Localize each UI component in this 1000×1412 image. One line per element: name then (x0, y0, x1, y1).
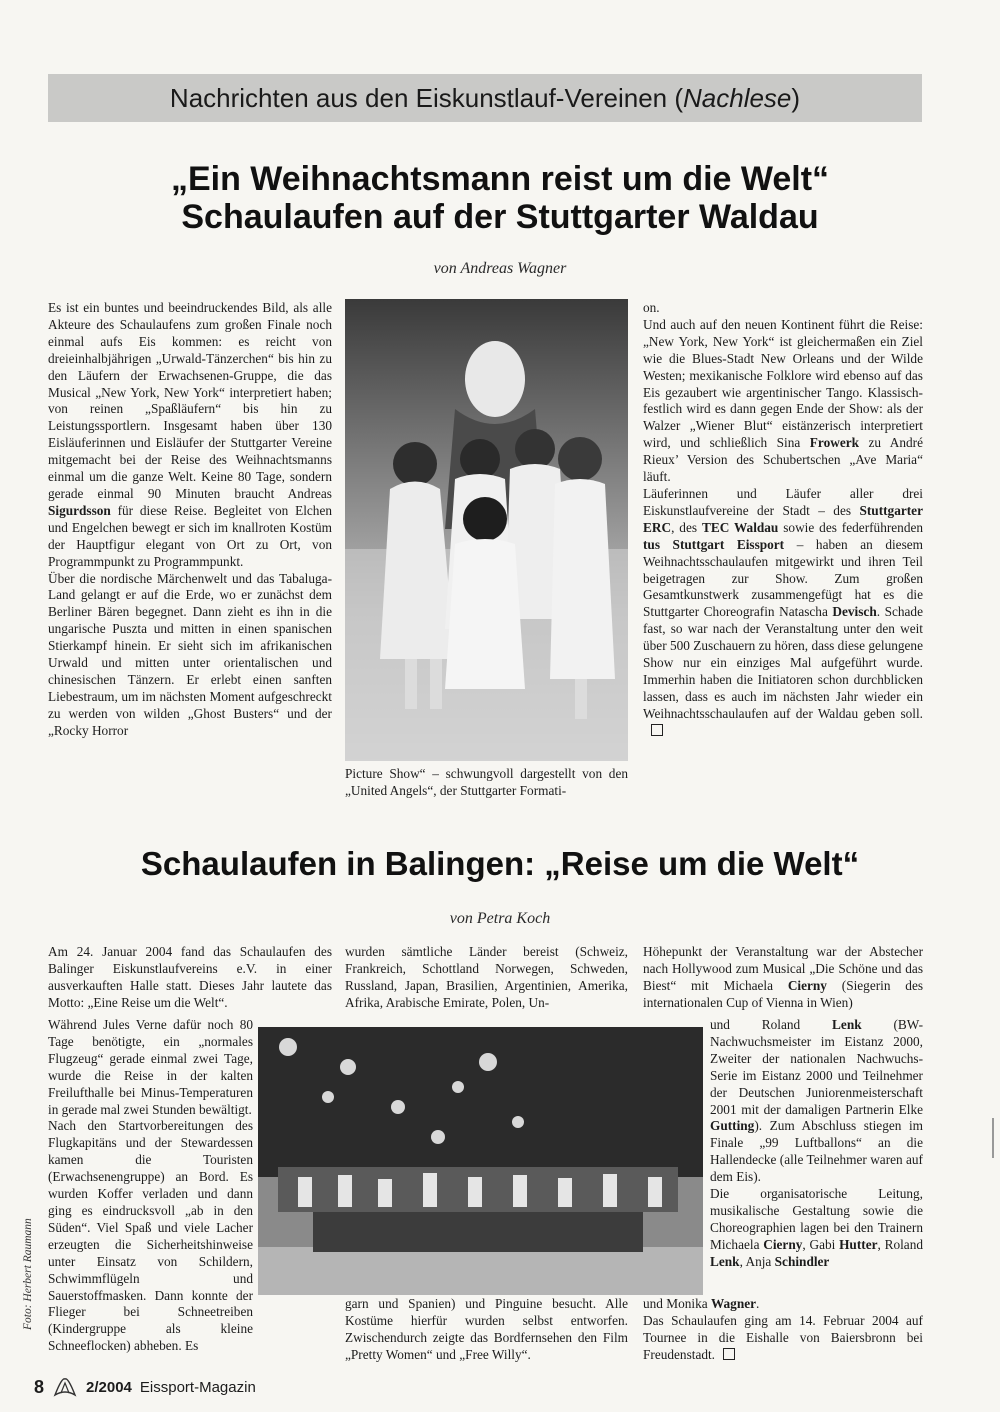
article1-col3-bold2: Stuttgarter ERC (643, 502, 923, 535)
article1-col3-bold1: Frowerk (809, 435, 860, 451)
article2-column-3-top (643, 944, 923, 1012)
article2-col2-text-a: wurden sämtliche Länder bereist (Schweiz, Frankreich, Schottland Norwegen, Schweden, Russland, Japan, Brasilien, Argentinien, Amerika, Afrika, Arabische Emirate, Polen, Un- (345, 944, 628, 1010)
page-footer (34, 1374, 256, 1400)
article1-col3-text-b: Und auch auf den neuen Kontinent führt die Reise: „New York, New York“ ist gleichermaßen ein Ziel wie die Blues-Stadt New Orleans und der Wilde Westen; mexikanische Folklore wird ebenso auf das Eis gezaubert wie argentinischer Tango. Klassisch-festlich wird es dann gegen Ende der Show: als der Walzer „Wiener Blut“ eistänzerisch interpretiert wird, und schließlich Sina (643, 316, 923, 451)
article1-column-1 (48, 300, 332, 740)
article2-column-1-narrow (48, 1017, 253, 1373)
section-banner (48, 74, 922, 122)
article2-col3-text-c1: Die organisatorische Leitung, musikalische Gestaltung sowie die Choreographien lagen bei den Trainern Michaela (710, 1186, 923, 1252)
article2-title: Schaulaufen in Balingen: „Reise um die Welt“ (140, 845, 860, 882)
end-of-article-box (651, 724, 663, 736)
article2-col1-text-c: Nach den Startvorbereitungen des Flugkapitäns und der Stewardessen kamen die Touristen (Erwachsenengruppe) an Bord. Es wurden Koffer verladen und dann ging es eindrucksvoll „ab in den Süden“. Viel Spaß und viele Lacher erzeugten die Sicherheitshinweise unter Einsatz von Schildern, Schwimmflügeln und Sauerstoffmasken. Dann konnte der Flieger bei Schneetreiben (Kindergruppe als kleine Schneeflocken) abheben. Es (48, 1118, 253, 1354)
article1-col2-text: Picture Show“ – schwungvoll dargestellt von den „United Angels“, der Stuttgarter Formati- (345, 766, 628, 798)
article2-col3-text-c4: , Anja (739, 1253, 772, 1269)
article2-col2-text-b: garn und Spanien) und Pinguine besucht. Alle Kostüme hierfür wurden selbst entworfen. Zwischendurch zeigte das Bordfernsehen den Film „Pretty Women“ und „Free Willy“. (345, 1296, 628, 1362)
article1-col3-bold3: TEC Waldau (701, 519, 779, 535)
article1-column-2-caption (345, 766, 628, 800)
article1-col3-text-e: . Schade fast, so war nach der Veranstaltung unter den weit über 500 Zuschauern zu hören, dass diese gelungene Show nur ein einziges Mal aufgeführt wurde. Immerhin haben die Initiatoren schon durchblicken lassen, dass es auch im nächsten Jahr wieder ein Weihnachtsschaulaufen auf der Waldau geben soll. (643, 604, 923, 721)
article1-col3-text-c: zu André Rieux’ Version des Schubertschen „Ave Maria“ läuft. (643, 435, 924, 485)
article2-col3-text-b3: ). Zum Abschluss stiegen im Finale „99 Luftballons“ an die Hallendecke (alle Teilnehmer waren auf dem Eis). (710, 1118, 923, 1185)
article2-col3-bold5: Hutter (839, 1236, 878, 1252)
magazine-logo-icon (52, 1375, 78, 1399)
scan-edge-mark (992, 1118, 994, 1158)
article2-col3-bold1: Cierny (787, 977, 827, 993)
article2-col3-text-b1: und Roland (710, 1017, 801, 1032)
article2-col3-text-c2: , Gabi (802, 1236, 836, 1252)
article1-column-3 (643, 300, 923, 740)
group-on-ice-photo (258, 1027, 703, 1295)
article1-col1-bold: Sigurdsson (48, 502, 111, 518)
article1-title-line1: „Ein Weihnachtsmann reist um die Welt“ (170, 160, 830, 198)
article1-col1-text-c: Über die nordische Märchenwelt und das Tabaluga-Land gelangt er auf die Erde, wo er zunächst dem Berliner Bären begegnet. Dann zieht es ihn in die ungarische Puszta und mitten in einen spanischen Stierkampf hinein. Er sieht sich im afrikanischen Urwald und mitten unter orientalischen und chinesischen Tänzern. Er erlebt einen sanften Liebestraum, um im nächsten Moment aufgeschreckt zu werden von wilden „Ghost Busters“ und der „Rocky Horror (48, 570, 332, 738)
skaters-santa-photo (345, 299, 628, 761)
article2-col3-bold4: Cierny (763, 1236, 803, 1252)
article2-col3-text-a2: (Siegerin des internationalen Cup of Vienna in Wien) (643, 977, 924, 1010)
article2-col3-text-d: Das Schaulaufen ging am 14. Februar 2004 auf Tournee in die Eishalle von Baiersbronn bei Freudenstadt. (643, 1312, 923, 1362)
article1-title-line2: Schaulaufen auf der Stuttgarter Waldau (181, 198, 819, 236)
article2-col3-bold8: Wagner (710, 1296, 757, 1311)
article2-col1-text-b: Während Jules Verne dafür noch 80 Tage benötigte, ein „normales Flugzeug“ gerade einmal zwei Tage, wurde die Reise in der kalten Freilufthalle bei Minus-Temperaturen in gerade mal zwei Stunden bewältigt. (48, 1017, 253, 1117)
article2-col3-text-c5: und Monika (643, 1296, 708, 1311)
article2-col3-text-c6: . (756, 1296, 760, 1311)
article1-col3-text-d2: , des (671, 519, 698, 535)
article2-photo (258, 1027, 703, 1295)
article1-col3-text-a: on. (643, 300, 660, 315)
article1-col3-bold5: Devisch (832, 604, 877, 620)
article2-column-3-bottom (643, 1296, 923, 1364)
magazine-name: Eissport-Magazin (139, 1378, 256, 1396)
section-banner-text: Nachrichten aus den Eiskunstlauf-Vereinen ( (169, 82, 683, 113)
section-banner-close: ) (791, 82, 801, 113)
article1-col1-text-b: für diese Reise. Begleitet von Elchen und Engelchen bewegt er sich im knallroten Kostüm der Hauptfigur elegant von Ort zu Ort, von Programmpunkt zu Programmpunkt. (48, 502, 332, 569)
issue-number: 2/2004 (86, 1378, 132, 1396)
article2-col3-text-c3: , Roland (877, 1236, 923, 1252)
article2-col3-bold3: Gutting (710, 1118, 755, 1134)
article2-col3-text-b2: (BW-Nachwuchsmeister im Eistanz 2000, Zweiter der nationalen Nachwuchs-Serie im Eistanz 2000 und Teilnehmer der Deutschen Juniorenmeisterschaft 2001 mit der damaligen Partnerin Elke (710, 1017, 923, 1117)
article2-col3-bold7: Schindler (774, 1253, 830, 1269)
section-banner-italic: Nachlese (683, 82, 792, 113)
article2-col1-text-a: Am 24. Januar 2004 fand das Schaulaufen des Balinger Eiskunstlaufvereins e.V. in einer ausverkauften Halle statt. Dieses Jahr lautete das Motto: „Eine Reise um die Welt“. (48, 944, 332, 1010)
article2-column-3-narrow (710, 1017, 923, 1286)
end-of-article-box-2 (723, 1348, 735, 1360)
article2-col3-bold6: Lenk (710, 1253, 740, 1269)
article2-byline: von Petra Koch (449, 910, 551, 927)
article1-col3-text-d4: – haben an diesem Weihnachtsschaulaufen mitgewirkt und ihren Teil beigetragen zur Show. Zum großen Gesamtkunstwerk zusammengefügt hat es die Stuttgarter Choreografin Natascha (643, 536, 924, 620)
article2-column-2-bottom (345, 1296, 628, 1364)
article2-column-2-top (345, 944, 628, 1012)
article1-col3-bold4: tus Stuttgart Eissport (643, 536, 785, 552)
page-number: 8 (34, 1376, 45, 1397)
article2-column-1-top (48, 944, 332, 1012)
photo-credit: Foto: Herbert Raumann (22, 1218, 34, 1330)
article1-col1-text: Es ist ein buntes und beeindruckendes Bild, als alle Akteure des Schaulaufens zum großen Finale noch einmal aufs Eis kommen: es reicht von dreieinhalbjährigen „Urwald-Tänzerchen“ bis hin zu den Läufern der Erwachsenen-Gruppe, die das Musical „New York, New York“ interpretiert haben; von reinen „Spaßläufern“ bis hin zu Leistungssportlern. Insgesamt haben über 130 Eisläuferinnen und Eisläufer der Stuttgarter Vereine mitgemacht bei der Reise des Weihnachtsmanns einmal um die ganze Welt. Keine 80 Tage, sondern gerade einmal 90 Minuten braucht Andreas (48, 300, 332, 501)
article2-col3-text-a1: Höhepunkt der Veranstaltung war der Abstecher nach Hollywood zum Musical „Die Schöne und das Biest“ mit Michaela (643, 944, 923, 993)
article1-col3-text-d3: sowie des federführenden (783, 519, 924, 535)
article1-byline: von Andreas Wagner (433, 260, 567, 277)
article2-col3-bold2: Lenk (832, 1017, 862, 1032)
article1-col3-text-d1: Läuferinnen und Läufer aller drei Eiskunstlaufvereine der Stadt – des (643, 485, 923, 518)
article1-photo (345, 299, 628, 761)
